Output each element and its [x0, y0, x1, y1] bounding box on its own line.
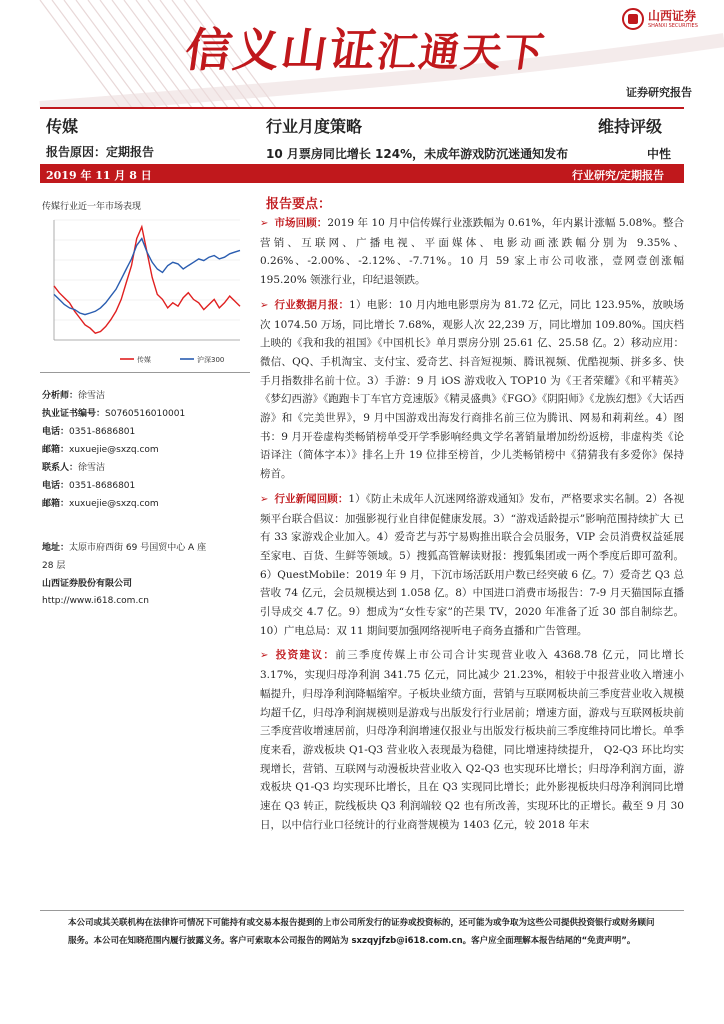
report-strategy: 行业月度策略	[266, 117, 363, 136]
slogan-part2: 汇通天下	[373, 29, 549, 76]
phone2-label: 电话：	[42, 481, 70, 491]
analyst-row	[42, 388, 105, 401]
legend-label-0: 传媒	[137, 356, 151, 364]
arrow-bullet-icon: ➢	[260, 218, 269, 229]
point-text: 1）《防止未成年人沉迷网络游戏通知》发布，严格要求实名制。2）各视频平台联合倡议：加强影视行业自律促健康发展。3）“游戏适龄提示”影响范围持续扩大 已有 33 家游戏企业加入。4）爱奇艺与苏宁易购推出联合会员服务，VIP 会员消费权益延展至家电、百货、生鲜等领域。5）搜狐高管解读财报：搜狐集团或一两个季度后即可盈利。6）QuestMobile：2019 年 9 月，下沉市场活跃用户数已经突破 6 亿。7）爱奇艺 Q3 总营收 74 亿元，会员规模达到 1.058 亿。8）中国进口消费市场报告：7-9 月天猫国际直播引导成交 4.7 亿。9）想成为“女性专家”的芒果 TV，2020 年准备了近 30 部自制综艺。10）广电总局：双 11 期间要加强网络视听电子商务直播和广告管理。	[260, 492, 684, 637]
report-headline: 10 月票房同比增长 124%，未成年游戏防沉迷通知发布	[266, 147, 569, 161]
report-type: 证券研究报告	[626, 86, 692, 99]
chart-divider	[40, 372, 250, 373]
company-website[interactable]: http://www.i618.com.cn	[42, 596, 149, 606]
email-label: 邮箱：	[42, 445, 70, 455]
slogan	[181, 14, 550, 80]
point-heading: 行业数据月报：	[274, 298, 350, 311]
points-title: 报告要点：	[266, 197, 332, 212]
email-value[interactable]: xuxuejie@sxzq.com	[69, 445, 159, 455]
slogan-part1: 信义山证	[181, 23, 382, 77]
contact-row	[42, 460, 105, 473]
license-row	[42, 406, 185, 419]
legend-label-1: 沪深300	[197, 356, 225, 364]
logo-cn: 山西证券	[648, 8, 697, 23]
email-row	[42, 442, 159, 455]
address-label: 地址：	[42, 543, 70, 553]
logo-en: SHANXI SECURITIES	[648, 22, 698, 29]
arrow-bullet-icon: ➢	[260, 493, 269, 505]
market-performance-chart	[40, 212, 248, 372]
analyst-name: 徐雪洁	[78, 391, 106, 401]
address-line1: 太原市府西街 69 号国贸中心 A 座	[69, 543, 207, 553]
arrow-bullet-icon: ➢	[260, 650, 269, 662]
footer-disclaimer: 本公司或其关联机构在法律许可情况下可能持有或交易本报告提到的上市公司所发行的证券或投资标的，还可能为或争取为这些公司提供投资银行或财务顾问服务。本公司在知晓范围内履行披露义务。客户可索取本公司报告的网站为 sxzqyjfzb@i618.com.cn。客户应全面理解本报告结尾的“免责声明”。	[68, 918, 655, 946]
point-industry-news	[260, 490, 684, 641]
header-rule	[40, 107, 684, 109]
footer-rule	[40, 910, 684, 911]
address-line2: 28 层	[42, 561, 66, 571]
phone-value: 0351-8686801	[69, 427, 136, 437]
email2-label: 邮箱：	[42, 499, 70, 509]
phone-label: 电话：	[42, 427, 70, 437]
phone2-row	[42, 478, 135, 491]
rating-title: 维持评级	[598, 117, 663, 136]
company-logo	[622, 8, 698, 30]
chart-title: 传媒行业近一年市场表现	[42, 202, 142, 212]
point-heading: 投资建议：	[274, 649, 336, 662]
report-date: 2019 年 11 月 8 日	[46, 169, 152, 182]
license-no: S0760516010001	[105, 409, 186, 419]
industry-name: 传媒	[46, 117, 79, 136]
logo-mark-icon	[622, 8, 644, 30]
contact-name: 徐雪洁	[78, 463, 106, 473]
point-market-review	[260, 214, 684, 290]
arrow-bullet-icon: ➢	[260, 299, 269, 311]
header-banner	[0, 0, 724, 108]
email2-value[interactable]: xuxuejie@sxzq.com	[69, 499, 159, 509]
phone-row	[42, 424, 135, 437]
point-heading: 行业新闻回顾：	[274, 492, 349, 505]
license-label: 执业证书编号：	[42, 409, 106, 419]
point-text: 前三季度传媒上市公司合计实现营业收入 4368.78 亿元，同比增长 3.17%，实现归母净利润 341.75 亿元，同比减少 21.23%，相较于中报营业收入增速小幅提升，归母净利润降幅缩窄。子板块业绩方面，营销与互联网板块前三季度营业收入规模均超千亿，归母净利润规模则是游戏与出版发行行业居前；增速方面，游戏与互联网板块前三季度营收增速居前，归母净利润增速仅报业与出版发行板块前三季度维持同比增长。单季度来看，游戏板块 Q1-Q3 营业收入表现最为稳健，同比增速持续提升， Q2-Q3 环比均实现增长，营销、互联网与动漫板块营业收入 Q2-Q3 也实现环比增长；归母净利润方面，游戏板块 Q1-Q3 均实现环比增长，且在 Q3 实现同比增长；此外影视板块归母净利润同比增速在 Q3 转正，院线板块 Q3 利润端较 Q2 也有所改善，实现环比的正增长。截至 9 月 30 日，以中信行业口径统计的行业商誉规模为 1403 亿元，较 2018 年末	[260, 649, 684, 831]
phone2-value: 0351-8686801	[69, 481, 136, 491]
email2-row	[42, 496, 159, 509]
report-points	[260, 214, 684, 841]
point-industry-data	[260, 296, 684, 484]
rating-value: 中性	[647, 147, 672, 161]
address-row	[42, 540, 206, 553]
point-investment-advice	[260, 646, 684, 834]
report-category: 行业研究/定期报告	[572, 169, 665, 182]
company-name: 山西证券股份有限公司	[42, 579, 133, 589]
report-reason: 报告原因：定期报告	[46, 145, 155, 159]
point-heading: 市场回顾：	[274, 217, 328, 229]
analyst-label: 分析师：	[42, 391, 79, 401]
point-text: 1）电影：10 月内地电影票房为 81.72 亿元，同比 123.95%，放映场次 1074.50 万场，同比增长 7.68%，观影人次 22,239 万，同比增加 109.80%。国庆档上映的《我和我的祖国》《中国机长》单月票房分别 25.61 亿、25.58 亿。2）移动应用：微信、QQ、手机淘宝、支付宝、爱奇艺、抖音短视频、腾讯视频、优酷视频、拼多多、快手月指数排名前十位。3）手游：9 月 iOS 游戏收入 TOP10 为《王者荣耀》《和平精英》《梦幻西游》《跑跑卡丁车官方竞速版》《精灵盛典》《FGO》《阴阳师》《龙族幻想》《大话西游》和《完美世界》，9 月中国游戏出海发行商排名前三位为腾讯、网易和莉莉丝。4）图书：9 月开卷虚构类畅销榜单受开学季影响经典文学名著销量增加纷纷返榜，非虚构类《论语译注（简体字本）》排名上升 19 位排至榜首，少儿类畅销榜中《猜猜我有多爱你》保持榜首。	[260, 298, 684, 481]
point-text: 2019 年 10 月中信传媒行业涨跌幅为 0.61%，年内累计涨幅 5.08%。整合营销、互联网、广播电视、平面媒体、电影动画涨跌幅分别为 9.35%、0.26%、-2.00%、-2.12%、-7.71%。10 月 59 家上市公司收涨，壹网壹创涨幅 195.20% 领涨行业，印纪退领跌。	[260, 217, 685, 287]
contact-label: 联系人：	[42, 463, 79, 473]
